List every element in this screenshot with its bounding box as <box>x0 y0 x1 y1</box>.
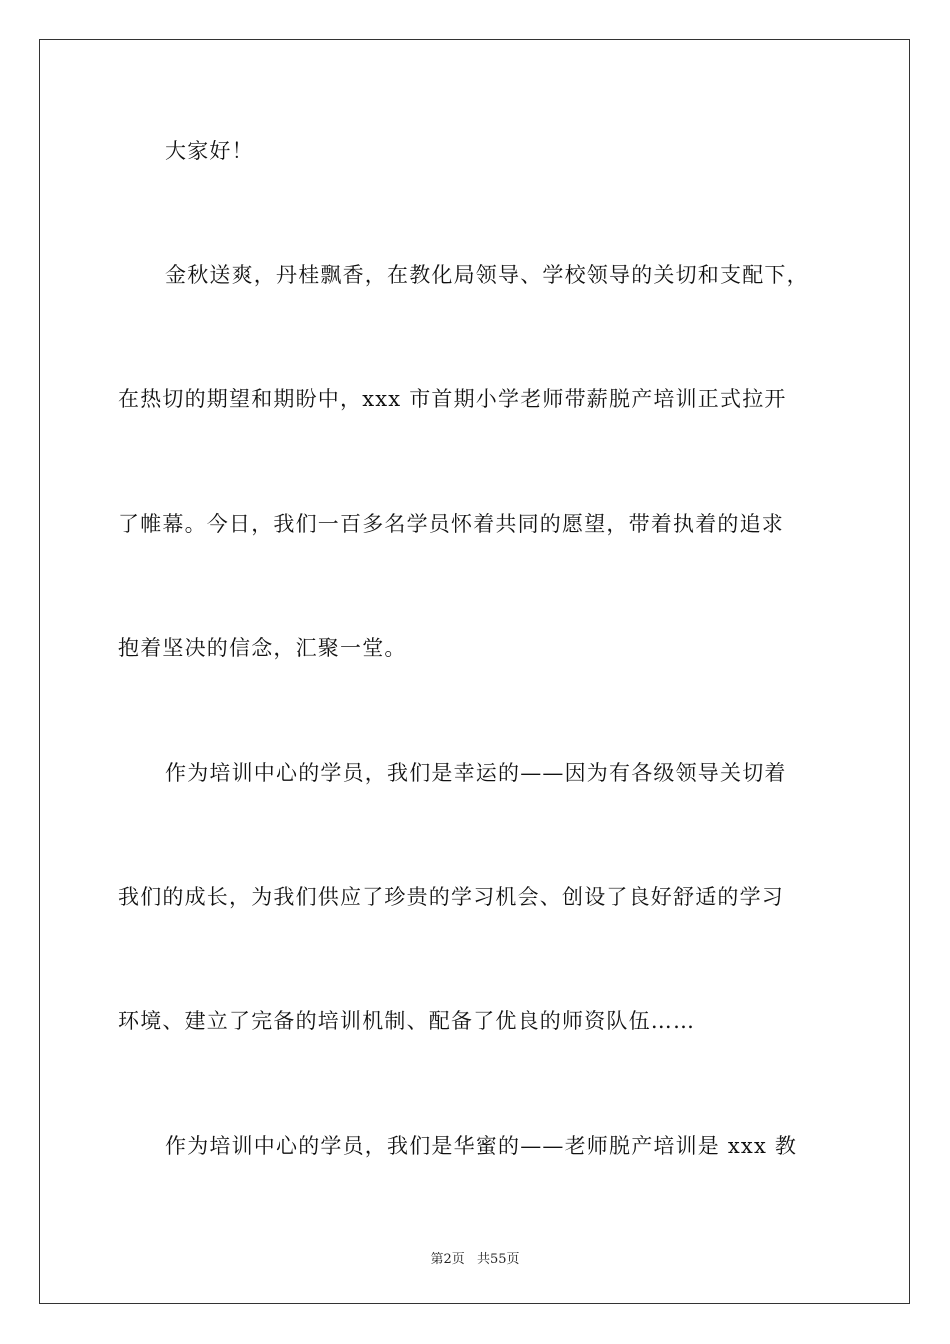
paragraph-line: 金秋送爽，丹桂飘香，在教化局领导、学校领导的关切和支配下， <box>165 263 809 287</box>
paragraph-line: 环境、建立了完备的培训机制、配备了优良的师资队伍…… <box>118 1009 696 1033</box>
page-border <box>39 39 910 1304</box>
page-number: 第2页 <box>430 1252 465 1267</box>
paragraph-line: 作为培训中心的学员，我们是华蜜的——老师脱产培训是 xxx 教 <box>165 1134 798 1158</box>
paragraph-line: 作为培训中心的学员，我们是幸运的——因为有各级领导关切着 <box>165 761 787 785</box>
paragraph-line: 在热切的期望和期盼中，xxx 市首期小学老师带薪脱产培训正式拉开 <box>118 387 787 411</box>
page-total: 共55页 <box>476 1252 520 1267</box>
page-footer <box>0 1248 950 1267</box>
paragraph-line: 了帷幕。今日，我们一百多名学员怀着共同的愿望，带着执着的追求 <box>118 512 784 536</box>
greeting-line: 大家好！ <box>165 139 254 163</box>
paragraph-line: 抱着坚决的信念，汇聚一堂。 <box>118 636 407 660</box>
paragraph-line: 我们的成长，为我们供应了珍贵的学习机会、创设了良好舒适的学习 <box>118 885 784 909</box>
